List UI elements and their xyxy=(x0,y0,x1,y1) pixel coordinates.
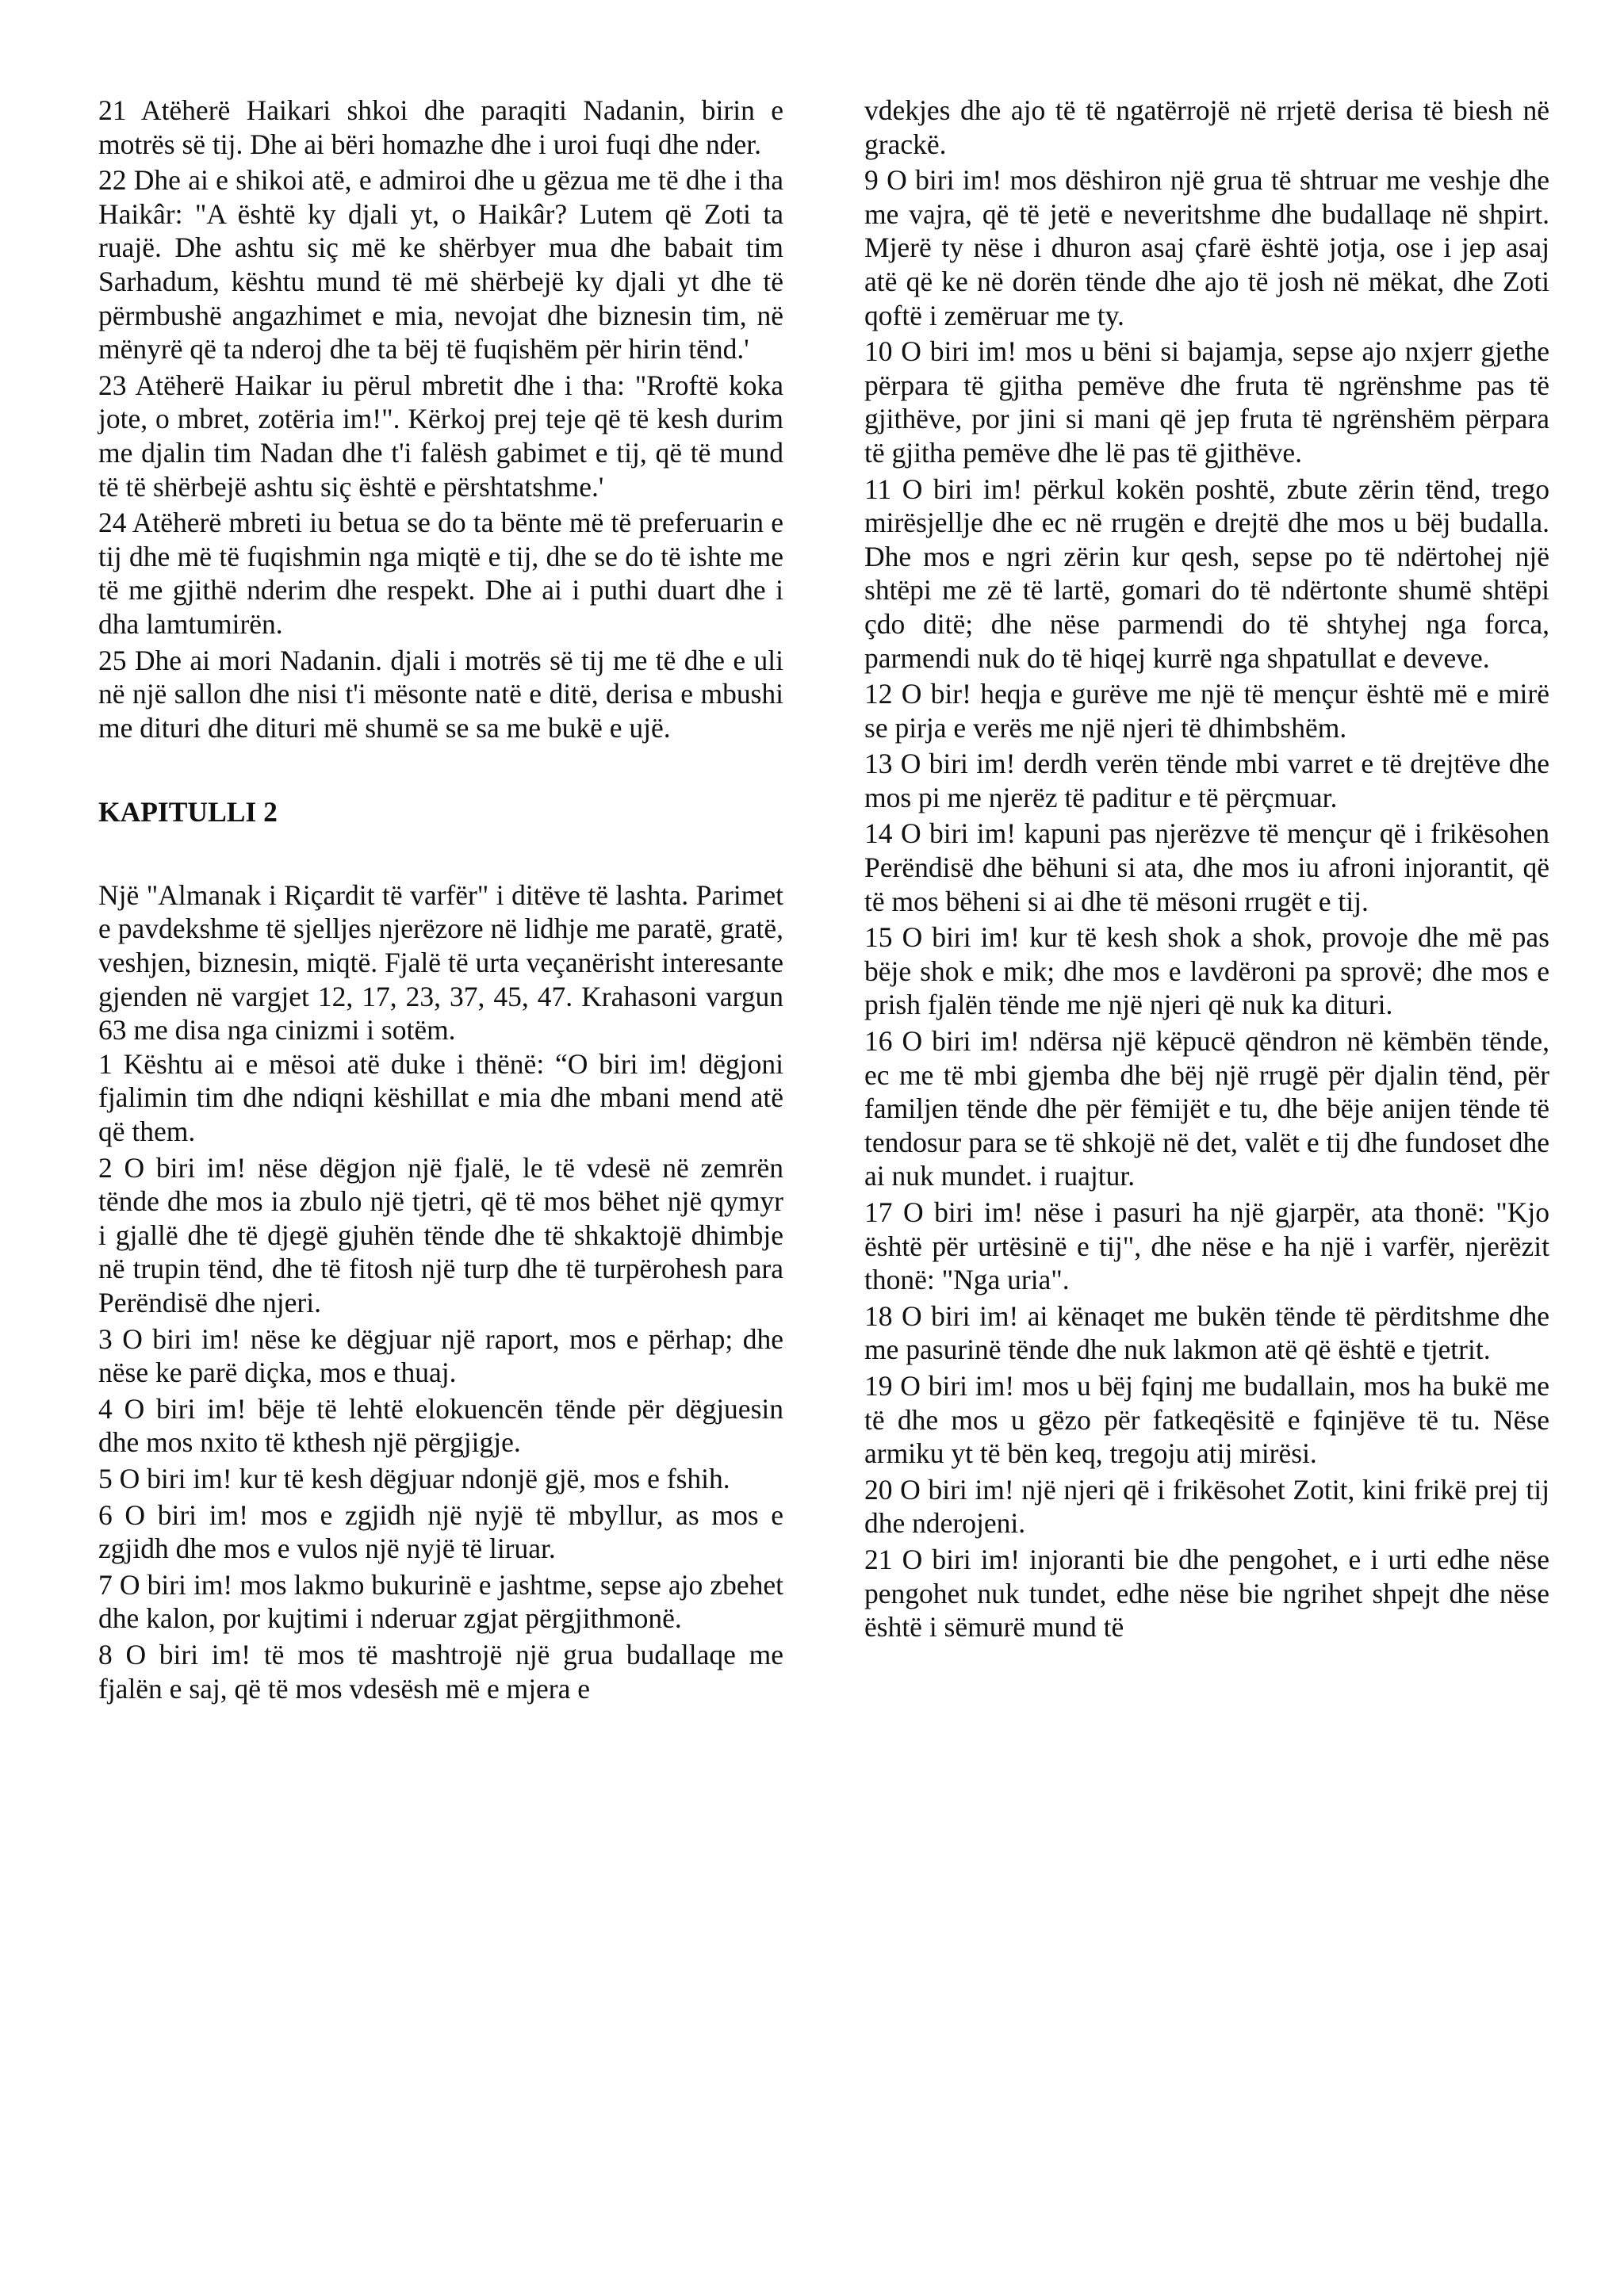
verse-paragraph: 11 O biri im! përkul kokën poshtë, zbute zërin tënd, trego mirësjellje dhe ec në rrugën e drejtë dhe mos u bëj budalla. Dhe mos e ngri zërin kur qesh, sepse po të ndërtohej një shtëpi me zë të lartë, gomari do të ndërtonte shumë shtëpi çdo ditë; dhe nëse parmendi do të shtyhej nga forca, parmendi nuk do të hiqej kurrë nga shpatullat e deveve. xyxy=(864,473,1549,674)
verse-paragraph: 16 O biri im! ndërsa një këpucë qëndron në këmbën tënde, ec me të mbi gjemba dhe bëj një rrugë për djalin tënd, për familjen tënde dhe për fëmijët e tu, dhe bëje anijen tënde të tendosur para se të shkojë në det, valët e tij dhe fundoset dhe ai nuk mundet. i ruajtur. xyxy=(864,1025,1549,1192)
verse-paragraph: 25 Dhe ai mori Nadanin. djali i motrës së tij me të dhe e uli në një sallon dhe nisi t'i mësonte natë e ditë, derisa e mbushi me dituri dhe dituri më shumë se sa me bukë e ujë. xyxy=(98,644,783,744)
verse-paragraph: 1 Kështu ai e mësoi atë duke i thënë: “O biri im! dëgjoni fjalimin tim dhe ndiqni këshillat e mia dhe mbani mend atë që them. xyxy=(98,1047,783,1148)
right-column xyxy=(864,94,1549,1647)
verse-paragraph: 9 O biri im! mos dëshiron një grua të shtruar me veshje dhe me vajra, që të jetë e neveritshme dhe budallaqe në shpirt. Mjerë ty nëse i dhuron asaj çfarë është jotja, ose i jep asaj atë që ke në dorën tënde dhe ajo të josh në mëkat, dhe Zoti qoftë i zemëruar me ty. xyxy=(864,164,1549,331)
verse-paragraph: 3 O biri im! nëse ke dëgjuar një raport, mos e përhap; dhe nëse ke parë diçka, mos e thuaj. xyxy=(98,1322,783,1389)
verse-paragraph: 12 O bir! heqja e gurëve me një të mençur është më e mirë se pirja e verës me një njeri të dhimbshëm. xyxy=(864,678,1549,744)
verse-paragraph: 10 O biri im! mos u bëni si bajamja, sepse ajo nxjerr gjethe përpara të gjitha pemëve dhe fruta të ngrënshme pas të gjithëve, por jini si mani që jep fruta të ngrënshëm përpara të gjitha pemëve dhe lë pas të gjithëve. xyxy=(864,335,1549,469)
verse-paragraph: 7 O biri im! mos lakmo bukurinë e jashtme, sepse ajo zbehet dhe kalon, por kujtimi i nderuar zgjat përgjithmonë. xyxy=(98,1568,783,1635)
verse-paragraph: 18 O biri im! ai kënaqet me bukën tënde të përditshme dhe me pasurinë tënde dhe nuk lakmon atë që është e tjetrit. xyxy=(864,1299,1549,1366)
verse-paragraph: 4 O biri im! bëje të lehtë elokuencën tënde për dëgjuesin dhe mos nxito të kthesh një përgjigje. xyxy=(98,1392,783,1459)
verse-paragraph: 13 O biri im! derdh verën tënde mbi varret e të drejtëve dhe mos pi me njerëz të paditur e të përçmuar. xyxy=(864,748,1549,813)
verse-paragraph: 21 Atëherë Haikari shkoi dhe paraqiti Nadanin, birin e motrës së tij. Dhe ai bëri homazhe dhe i uroi fuqi dhe nder. xyxy=(98,94,783,160)
verse-paragraph: 6 O biri im! mos e zgjidh një nyjë të mbyllur, as mos e zgjidh dhe mos e vulos një nyjë të liruar. xyxy=(98,1498,783,1565)
verse-paragraph: vdekjes dhe ajo të të ngatërrojë në rrjetë derisa të biesh në grackë. xyxy=(864,94,1549,160)
verse-paragraph: 23 Atëherë Haikar iu përul mbretit dhe i tha: "Rroftë koka jote, o mbret, zotëria im!". Kërkoj prej teje që të kesh durim me djalin tim Nadan dhe t'i falësh gabimet e tij, që të mund të të shërbejë ashtu siç është e përshtatshme.' xyxy=(98,369,783,503)
verse-paragraph: 20 O biri im! një njeri që i frikësohet Zotit, kini frikë prej tij dhe nderojeni. xyxy=(864,1473,1549,1540)
verse-paragraph: 19 O biri im! mos u bëj fqinj me budallain, mos ha bukë me të dhe mos u gëzo për fatkeqësitë e fqinjëve të tu. Nëse armiku yt të bën keq, tregoju atij mirësi. xyxy=(864,1369,1549,1470)
verse-paragraph: 22 Dhe ai e shikoi atë, e admiroi dhe u gëzua me të dhe i tha Haikâr: "A është ky djali yt, o Haikâr? Lutem që Zoti ta ruajë. Dhe ashtu siç më ke shërbyer mua dhe babait tim Sarhadum, kështu mund të më shërbejë ky djali yt dhe të përmbushë angazhimet e mia, nevojat dhe biznesin tim, në mënyrë që ta nderoj dhe ta bëj të fuqishëm për hirin tënd.' xyxy=(98,164,783,365)
verse-paragraph: 14 O biri im! kapuni pas njerëzve të mençur që i frikësohen Perëndisë dhe bëhuni si ata, dhe mos iu afroni injorantit, që të mos bëheni si ai dhe të mësoni rrugët e tij. xyxy=(864,817,1549,917)
left-column xyxy=(98,94,783,1708)
verse-paragraph: 2 O biri im! nëse dëgjon një fjalë, le të vdesë në zemrën tënde dhe mos ia zbulo një tjetri, që të mos bëhet një qymyr i gjallë dhe të djegë gjuhën tënde dhe të shkaktojë dhimbje në trupin tënd, dhe të fitosh një turp dhe të turpërohesh para Perëndisë dhe njeri. xyxy=(98,1151,783,1318)
chapter-intro: Një "Almanak i Riçardit të varfër" i ditëve të lashta. Parimet e pavdekshme të sjelljes njerëzore në lidhje me paratë, gratë, veshjen, biznesin, miqtë. Fjalë të urta veçanërisht interesante gjenden në vargjet 12, 17, 23, 37, 45, 47. Krahasoni vargun 63 me disa nga cinizmi i sotëm. xyxy=(98,878,783,1047)
verse-paragraph: 15 O biri im! kur të kesh shok a shok, provoje dhe më pas bëje shok e mik; dhe mos e lavdëroni pa sprovë; dhe mos e prish fjalën tënde me një njeri që nuk ka dituri. xyxy=(864,921,1549,1021)
chapter-heading: KAPITULLI 2 xyxy=(98,796,278,828)
verse-paragraph: 17 O biri im! nëse i pasuri ha një gjarpër, ata thonë: "Kjo është për urtësinë e tij", dhe nëse e ha një i varfër, njerëzit thonë: "Nga uria". xyxy=(864,1196,1549,1296)
verse-paragraph: 24 Atëherë mbreti iu betua se do ta bënte më të preferuarin e tij dhe më të fuqishmin nga miqtë e tij, dhe se do të ishte me të me gjithë nderim dhe respekt. Dhe ai i puthi duart dhe i dha lamtumirën. xyxy=(98,507,783,640)
verse-paragraph: 21 O biri im! injoranti bie dhe pengohet, e i urti edhe nëse pengohet nuk tundet, edhe nëse bie ngrihet shpejt dhe nëse është i sëmurë mund të xyxy=(864,1543,1549,1644)
verse-paragraph: 8 O biri im! të mos të mashtrojë një grua budallaqe me fjalën e saj, që të mos vdesësh më e mjera e xyxy=(98,1638,783,1705)
verse-paragraph: 5 O biri im! kur të kesh dëgjuar ndonjë gjë, mos e fshih. xyxy=(98,1462,730,1494)
